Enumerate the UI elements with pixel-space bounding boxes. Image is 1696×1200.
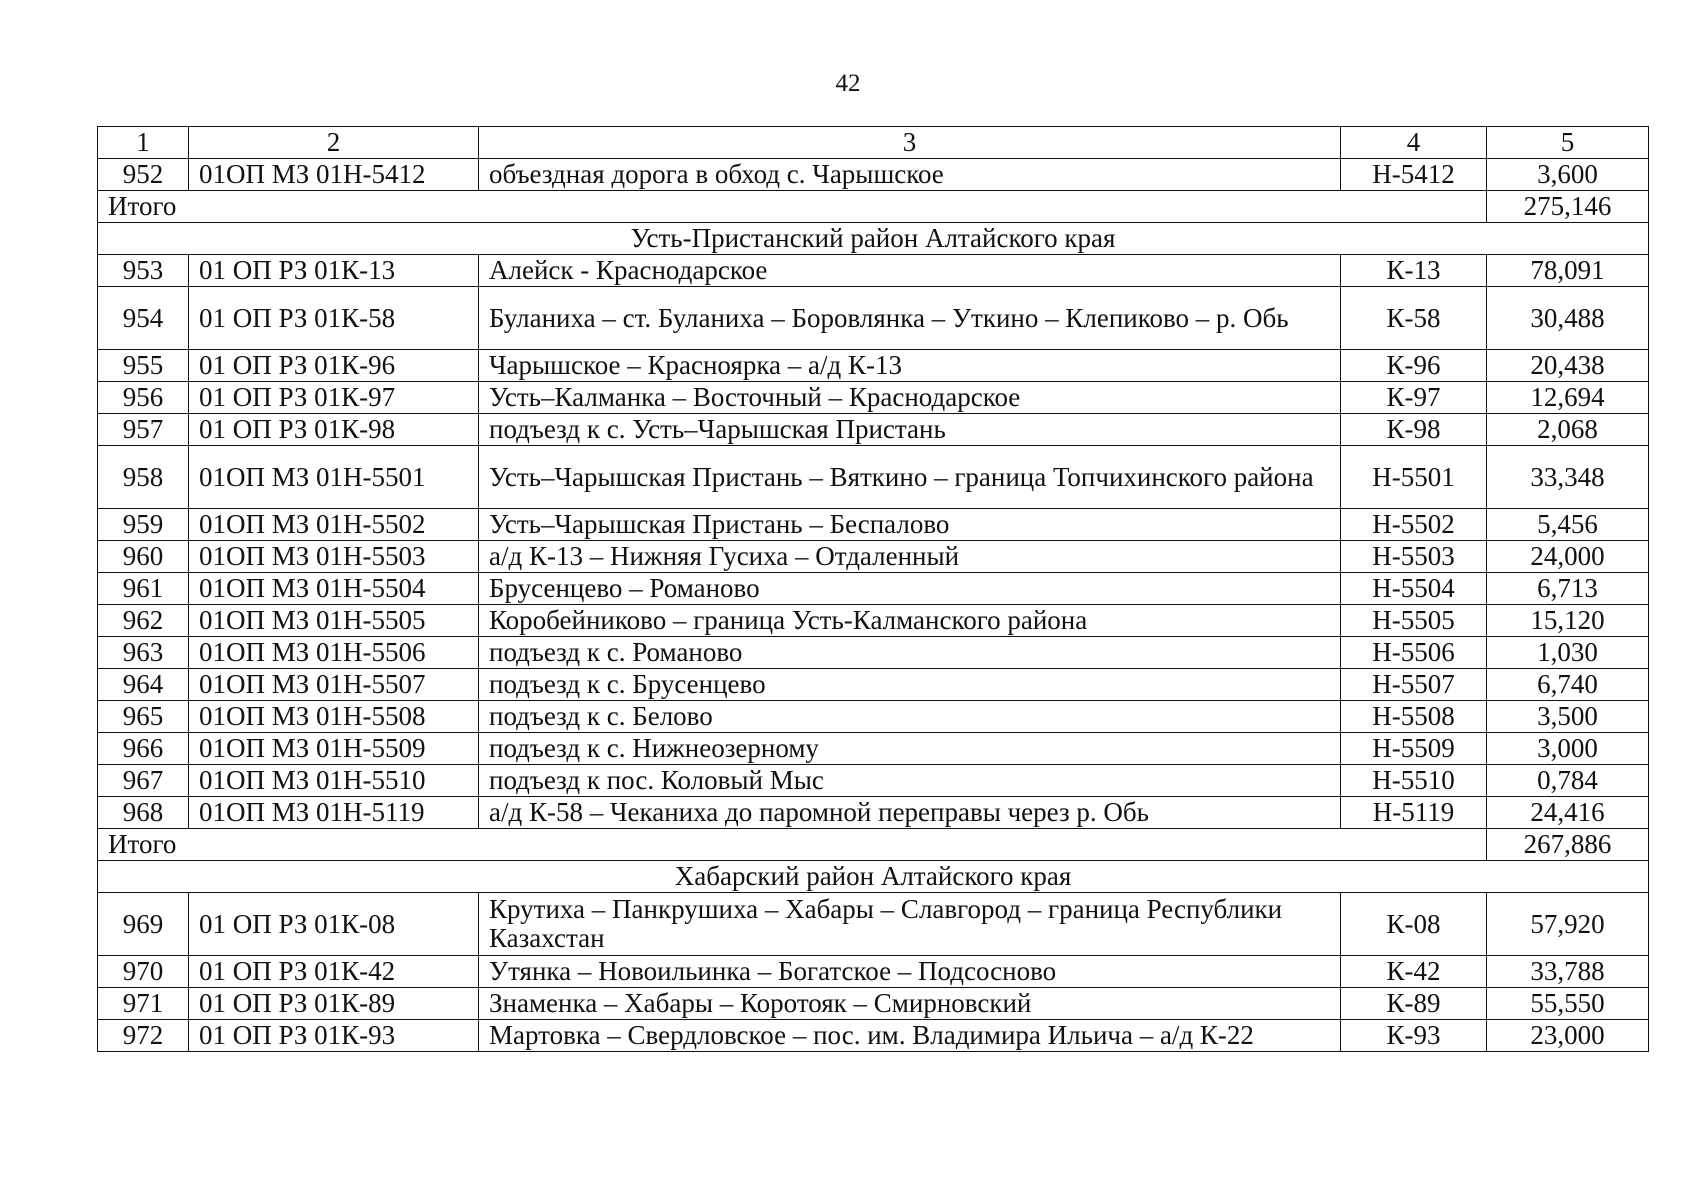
row-number: 962 <box>98 605 189 637</box>
header-cell-1: 1 <box>98 127 189 159</box>
road-name: Знаменка – Хабары – Коротояк – Смирновский <box>479 988 1341 1020</box>
road-index: К-08 <box>1341 893 1487 956</box>
road-name: подъезд к с. Белово <box>479 701 1341 733</box>
road-code: 01 ОП РЗ 01К-97 <box>189 382 479 414</box>
total-value: 275,146 <box>1487 191 1649 223</box>
row-number: 958 <box>98 446 189 509</box>
table-row <box>98 893 1649 956</box>
total-row <box>98 829 1649 861</box>
road-length: 33,348 <box>1487 446 1649 509</box>
table-row <box>98 733 1649 765</box>
table-row <box>98 573 1649 605</box>
road-length: 24,416 <box>1487 797 1649 829</box>
roads-table <box>97 126 1649 1052</box>
road-length: 15,120 <box>1487 605 1649 637</box>
table-row <box>98 541 1649 573</box>
road-length: 5,456 <box>1487 509 1649 541</box>
table-row <box>98 382 1649 414</box>
road-code: 01ОП МЗ 01Н-5508 <box>189 701 479 733</box>
road-index: Н-5502 <box>1341 509 1487 541</box>
table-row <box>98 159 1649 191</box>
district-title: Усть-Пристанский район Алтайского края <box>98 223 1649 255</box>
row-number: 961 <box>98 573 189 605</box>
road-name: подъезд к пос. Коловый Мыс <box>479 765 1341 797</box>
row-number: 952 <box>98 159 189 191</box>
road-index: Н-5412 <box>1341 159 1487 191</box>
table-row <box>98 637 1649 669</box>
road-code: 01ОП МЗ 01Н-5509 <box>189 733 479 765</box>
table-row <box>98 446 1649 509</box>
road-code: 01ОП МЗ 01Н-5412 <box>189 159 479 191</box>
row-number: 959 <box>98 509 189 541</box>
row-number: 968 <box>98 797 189 829</box>
row-number: 966 <box>98 733 189 765</box>
table-row <box>98 956 1649 988</box>
table-row <box>98 605 1649 637</box>
row-number: 971 <box>98 988 189 1020</box>
table-row <box>98 414 1649 446</box>
road-index: К-98 <box>1341 414 1487 446</box>
road-index: Н-5501 <box>1341 446 1487 509</box>
row-number: 964 <box>98 669 189 701</box>
table-header-row <box>98 127 1649 159</box>
road-code: 01ОП МЗ 01Н-5510 <box>189 765 479 797</box>
road-code: 01ОП МЗ 01Н-5119 <box>189 797 479 829</box>
road-length: 3,000 <box>1487 733 1649 765</box>
road-length: 3,500 <box>1487 701 1649 733</box>
road-code: 01ОП МЗ 01Н-5507 <box>189 669 479 701</box>
road-index: Н-5504 <box>1341 573 1487 605</box>
road-length: 20,438 <box>1487 350 1649 382</box>
road-name: Утянка – Новоильинка – Богатское – Подсосново <box>479 956 1341 988</box>
district-title: Хабарский район Алтайского края <box>98 861 1649 893</box>
road-code: 01 ОП РЗ 01К-08 <box>189 893 479 956</box>
road-name: Буланиха – ст. Буланиха – Боровлянка – Уткино – Клепиково – р. Обь <box>479 287 1341 350</box>
road-length: 23,000 <box>1487 1020 1649 1052</box>
road-code: 01 ОП РЗ 01К-96 <box>189 350 479 382</box>
road-code: 01ОП МЗ 01Н-5506 <box>189 637 479 669</box>
road-name: подъезд к с. Брусенцево <box>479 669 1341 701</box>
road-index: Н-5510 <box>1341 765 1487 797</box>
road-name: Алейск - Краснодарское <box>479 255 1341 287</box>
row-number: 970 <box>98 956 189 988</box>
road-length: 3,600 <box>1487 159 1649 191</box>
road-name: подъезд к с. Нижнеозерному <box>479 733 1341 765</box>
table-row <box>98 669 1649 701</box>
table-row <box>98 797 1649 829</box>
table-row <box>98 1020 1649 1052</box>
row-number: 954 <box>98 287 189 350</box>
road-code: 01ОП МЗ 01Н-5505 <box>189 605 479 637</box>
road-index: Н-5509 <box>1341 733 1487 765</box>
road-code: 01 ОП РЗ 01К-42 <box>189 956 479 988</box>
total-value: 267,886 <box>1487 829 1649 861</box>
road-code: 01 ОП РЗ 01К-93 <box>189 1020 479 1052</box>
road-length: 12,694 <box>1487 382 1649 414</box>
road-code: 01 ОП РЗ 01К-98 <box>189 414 479 446</box>
road-index: Н-5506 <box>1341 637 1487 669</box>
row-number: 967 <box>98 765 189 797</box>
road-name: Крутиха – Панкрушиха – Хабары – Славгород – граница Республики Казахстан <box>479 893 1341 956</box>
road-length: 2,068 <box>1487 414 1649 446</box>
row-number: 960 <box>98 541 189 573</box>
table-row <box>98 287 1649 350</box>
table-row <box>98 765 1649 797</box>
road-name: Брусенцево – Романово <box>479 573 1341 605</box>
road-name: а/д К-58 – Чеканиха до паромной переправы через р. Обь <box>479 797 1341 829</box>
road-index: К-13 <box>1341 255 1487 287</box>
road-index: К-97 <box>1341 382 1487 414</box>
road-name: Коробейниково – граница Усть-Калманского района <box>479 605 1341 637</box>
row-number: 972 <box>98 1020 189 1052</box>
road-name: а/д К-13 – Нижняя Гусиха – Отдаленный <box>479 541 1341 573</box>
row-number: 963 <box>98 637 189 669</box>
road-name: подъезд к с. Усть–Чарышская Пристань <box>479 414 1341 446</box>
road-name: объездная дорога в обход с. Чарышское <box>479 159 1341 191</box>
road-length: 6,713 <box>1487 573 1649 605</box>
table-row <box>98 255 1649 287</box>
road-name: Мартовка – Свердловское – пос. им. Владимира Ильича – а/д К-22 <box>479 1020 1341 1052</box>
total-label: Итого <box>98 829 1487 861</box>
road-name: Чарышское – Красноярка – а/д К-13 <box>479 350 1341 382</box>
road-name: Усть–Чарышская Пристань – Беспалово <box>479 509 1341 541</box>
road-code: 01 ОП РЗ 01К-13 <box>189 255 479 287</box>
road-index: К-58 <box>1341 287 1487 350</box>
road-length: 1,030 <box>1487 637 1649 669</box>
row-number: 953 <box>98 255 189 287</box>
total-label: Итого <box>98 191 1487 223</box>
road-index: К-42 <box>1341 956 1487 988</box>
row-number: 965 <box>98 701 189 733</box>
road-length: 55,550 <box>1487 988 1649 1020</box>
road-length: 24,000 <box>1487 541 1649 573</box>
road-length: 33,788 <box>1487 956 1649 988</box>
road-code: 01 ОП РЗ 01К-89 <box>189 988 479 1020</box>
road-index: К-96 <box>1341 350 1487 382</box>
road-index: К-93 <box>1341 1020 1487 1052</box>
road-code: 01ОП МЗ 01Н-5504 <box>189 573 479 605</box>
header-cell-5: 5 <box>1487 127 1649 159</box>
district-header-row <box>98 223 1649 255</box>
table-row <box>98 509 1649 541</box>
row-number: 957 <box>98 414 189 446</box>
road-code: 01ОП МЗ 01Н-5501 <box>189 446 479 509</box>
road-length: 30,488 <box>1487 287 1649 350</box>
road-code: 01ОП МЗ 01Н-5502 <box>189 509 479 541</box>
road-index: Н-5508 <box>1341 701 1487 733</box>
row-number: 956 <box>98 382 189 414</box>
road-length: 0,784 <box>1487 765 1649 797</box>
table-row <box>98 350 1649 382</box>
road-name: Усть–Калманка – Восточный – Краснодарское <box>479 382 1341 414</box>
road-index: Н-5507 <box>1341 669 1487 701</box>
road-index: Н-5505 <box>1341 605 1487 637</box>
district-header-row <box>98 861 1649 893</box>
total-row <box>98 191 1649 223</box>
header-cell-4: 4 <box>1341 127 1487 159</box>
road-code: 01ОП МЗ 01Н-5503 <box>189 541 479 573</box>
header-cell-2: 2 <box>189 127 479 159</box>
table-body <box>98 159 1649 1052</box>
road-index: Н-5119 <box>1341 797 1487 829</box>
header-cell-3: 3 <box>479 127 1341 159</box>
table-row <box>98 988 1649 1020</box>
road-length: 57,920 <box>1487 893 1649 956</box>
road-index: К-89 <box>1341 988 1487 1020</box>
road-code: 01 ОП РЗ 01К-58 <box>189 287 479 350</box>
row-number: 969 <box>98 893 189 956</box>
road-name: подъезд к с. Романово <box>479 637 1341 669</box>
road-name: Усть–Чарышская Пристань – Вяткино – граница Топчихинского района <box>479 446 1341 509</box>
road-length: 6,740 <box>1487 669 1649 701</box>
row-number: 955 <box>98 350 189 382</box>
road-index: Н-5503 <box>1341 541 1487 573</box>
road-length: 78,091 <box>1487 255 1649 287</box>
table-row <box>98 701 1649 733</box>
page-number: 42 <box>835 70 861 97</box>
